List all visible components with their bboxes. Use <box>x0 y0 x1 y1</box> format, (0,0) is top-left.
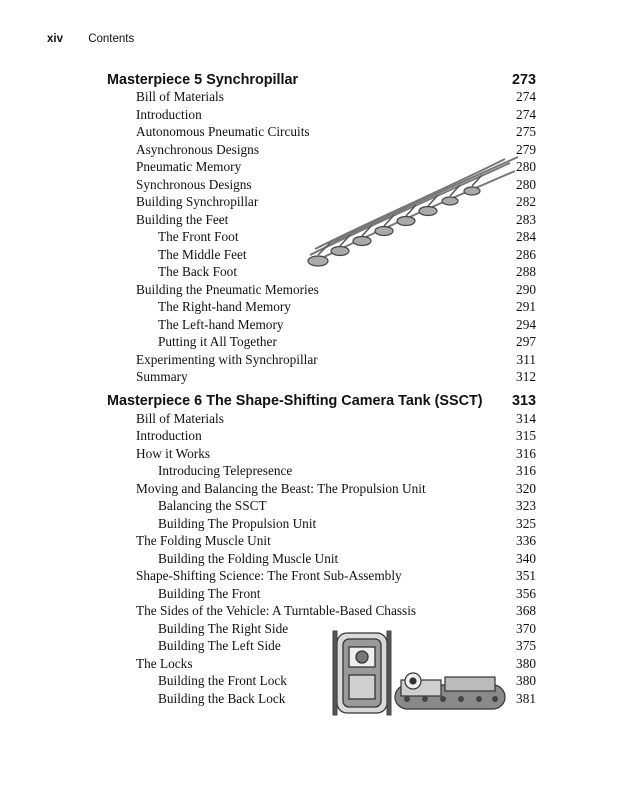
toc-entry <box>0 368 634 386</box>
toc-entry-page: 283 <box>516 211 536 227</box>
toc-entry-page: 290 <box>516 281 536 297</box>
toc-entry-title: Autonomous Pneumatic Circuits <box>136 124 310 139</box>
toc-entry-title: The Sides of the Vehicle: A Turntable-Based Chassis <box>136 603 417 618</box>
toc-entry-title: Building the Pneumatic Memories <box>136 281 319 297</box>
toc-entry-title: Introduction <box>136 106 202 122</box>
toc-entry-title: Bill of Materials <box>136 410 224 426</box>
toc-entry-page: 340 <box>516 550 536 566</box>
toc-entry-page: 314 <box>516 410 536 426</box>
toc-entry <box>0 158 634 176</box>
toc-entry-page: 274 <box>516 89 536 104</box>
toc-entry-page: 274 <box>516 106 536 122</box>
toc-entry <box>0 497 634 515</box>
toc-entry-page: 336 <box>516 533 536 548</box>
toc-entry <box>0 88 634 106</box>
toc-entry-title: The Middle Feet <box>158 246 247 262</box>
toc-entry <box>0 550 634 568</box>
page-header <box>47 33 134 45</box>
toc-entry <box>0 211 634 229</box>
toc-entry-page: 375 <box>516 638 536 653</box>
toc-entry-page: 312 <box>516 369 536 384</box>
toc-entry <box>0 585 634 603</box>
toc-entry-page: 311 <box>516 351 536 367</box>
toc-entry-page: 297 <box>516 334 536 349</box>
toc-entry <box>0 567 634 585</box>
toc-entry-title: The Right-hand Memory <box>158 299 291 314</box>
toc-entry-title: How it Works <box>136 445 211 461</box>
toc-entry-page: 316 <box>516 445 536 461</box>
toc-entry-title: Introduction <box>136 428 202 443</box>
toc-entry-title: The Back Foot <box>158 264 238 279</box>
toc-entry <box>0 141 634 159</box>
toc-entry-page: 315 <box>516 428 536 443</box>
toc-entry-page: 279 <box>516 141 536 157</box>
toc-chapter-heading <box>0 392 634 410</box>
toc-entry-title: Building the Feet <box>136 211 229 227</box>
toc-entry-title: Building The Left Side <box>158 638 281 653</box>
toc-entry-title: The Front Foot <box>158 229 239 244</box>
toc-entry-page: 288 <box>516 264 536 279</box>
toc-entry-title: Masterpiece 6 The Shape-Shifting Camera Tank (SSCT) <box>107 393 483 409</box>
toc-entry-page: 380 <box>516 655 536 671</box>
toc-entry-title: The Folding Muscle Unit <box>136 533 271 548</box>
toc-entry <box>0 316 634 334</box>
toc-entry <box>0 246 634 264</box>
toc-entry-page: 273 <box>511 72 536 88</box>
toc-entry <box>0 263 634 281</box>
toc-entry <box>0 672 634 690</box>
toc-entry-title: Building the Folding Muscle Unit <box>158 550 339 566</box>
toc-entry-page: 316 <box>516 463 536 478</box>
toc-entry <box>0 106 634 124</box>
toc-entry <box>0 298 634 316</box>
toc-entry-title: Asynchronous Designs <box>136 141 259 157</box>
toc-entry-page: 280 <box>516 159 536 174</box>
toc-entry <box>0 176 634 194</box>
toc-entry-page: 370 <box>516 620 536 636</box>
toc-entry <box>0 637 634 655</box>
toc-entry-title: Building the Back Lock <box>158 690 286 706</box>
toc-entry <box>0 602 634 620</box>
toc-entry <box>0 655 634 673</box>
toc-entry <box>0 445 634 463</box>
toc-entry <box>0 515 634 533</box>
toc-entry-page: 351 <box>516 568 536 583</box>
toc-entry-title: Masterpiece 5 Synchropillar <box>107 72 299 88</box>
toc-entry-title: Summary <box>136 369 188 384</box>
toc-entry-page: 294 <box>516 316 536 332</box>
page-number: xiv <box>47 33 63 45</box>
toc-entry-title: Moving and Balancing the Beast: The Propulsion Unit <box>136 480 426 496</box>
toc-entry-page: 368 <box>516 603 536 618</box>
toc-entry-page: 380 <box>516 673 536 688</box>
toc-entry <box>0 351 634 369</box>
toc-entry-page: 381 <box>516 690 536 706</box>
toc-entry-title: Synchronous Designs <box>136 176 252 192</box>
toc-entry-page: 356 <box>516 585 536 601</box>
toc-entry-page: 325 <box>516 515 536 531</box>
toc-entry-title: Balancing the SSCT <box>158 498 267 513</box>
toc-entry-page: 280 <box>516 176 536 192</box>
toc-entry-title: The Left-hand Memory <box>158 316 284 332</box>
toc-entry-title: Building Synchropillar <box>136 194 259 209</box>
toc-entry <box>0 281 634 299</box>
toc-entry-page: 284 <box>516 229 536 244</box>
toc-entry <box>0 462 634 480</box>
toc-entry-page: 320 <box>516 480 536 496</box>
toc-entry-title: Experimenting with Synchropillar <box>136 351 318 367</box>
toc-entry-title: Building The Front <box>158 585 261 601</box>
toc-entry-title: Building The Right Side <box>158 620 289 636</box>
toc-entry <box>0 228 634 246</box>
toc-entry <box>0 427 634 445</box>
toc-entry <box>0 123 634 141</box>
toc-entry-page: 291 <box>516 299 536 314</box>
toc-entry-page: 286 <box>516 246 536 262</box>
toc-entry <box>0 410 634 428</box>
toc-entry-title: Putting it All Together <box>158 334 277 349</box>
toc-entry <box>0 620 634 638</box>
toc-entry <box>0 690 634 708</box>
toc-entry-title: Pneumatic Memory <box>136 159 242 174</box>
toc-entry-page: 275 <box>516 124 536 139</box>
toc-chapter-heading <box>0 71 634 89</box>
toc-entry-page: 282 <box>516 194 536 209</box>
toc-entry <box>0 480 634 498</box>
toc-entry-page: 313 <box>511 393 536 409</box>
toc-entry-title: Building the Front Lock <box>158 673 287 688</box>
toc-entry-title: Building The Propulsion Unit <box>158 515 317 531</box>
toc-entry-title: The Locks <box>136 655 193 671</box>
toc-entry-title: Bill of Materials <box>136 89 224 104</box>
toc-entry <box>0 193 634 211</box>
toc-entry-page: 323 <box>516 498 536 513</box>
toc-entry <box>0 333 634 351</box>
toc-entry <box>0 532 634 550</box>
toc-entry-title: Introducing Telepresence <box>158 463 293 478</box>
toc-entry-title: Shape-Shifting Science: The Front Sub-Assembly <box>136 568 402 583</box>
running-head: Contents <box>88 33 135 45</box>
